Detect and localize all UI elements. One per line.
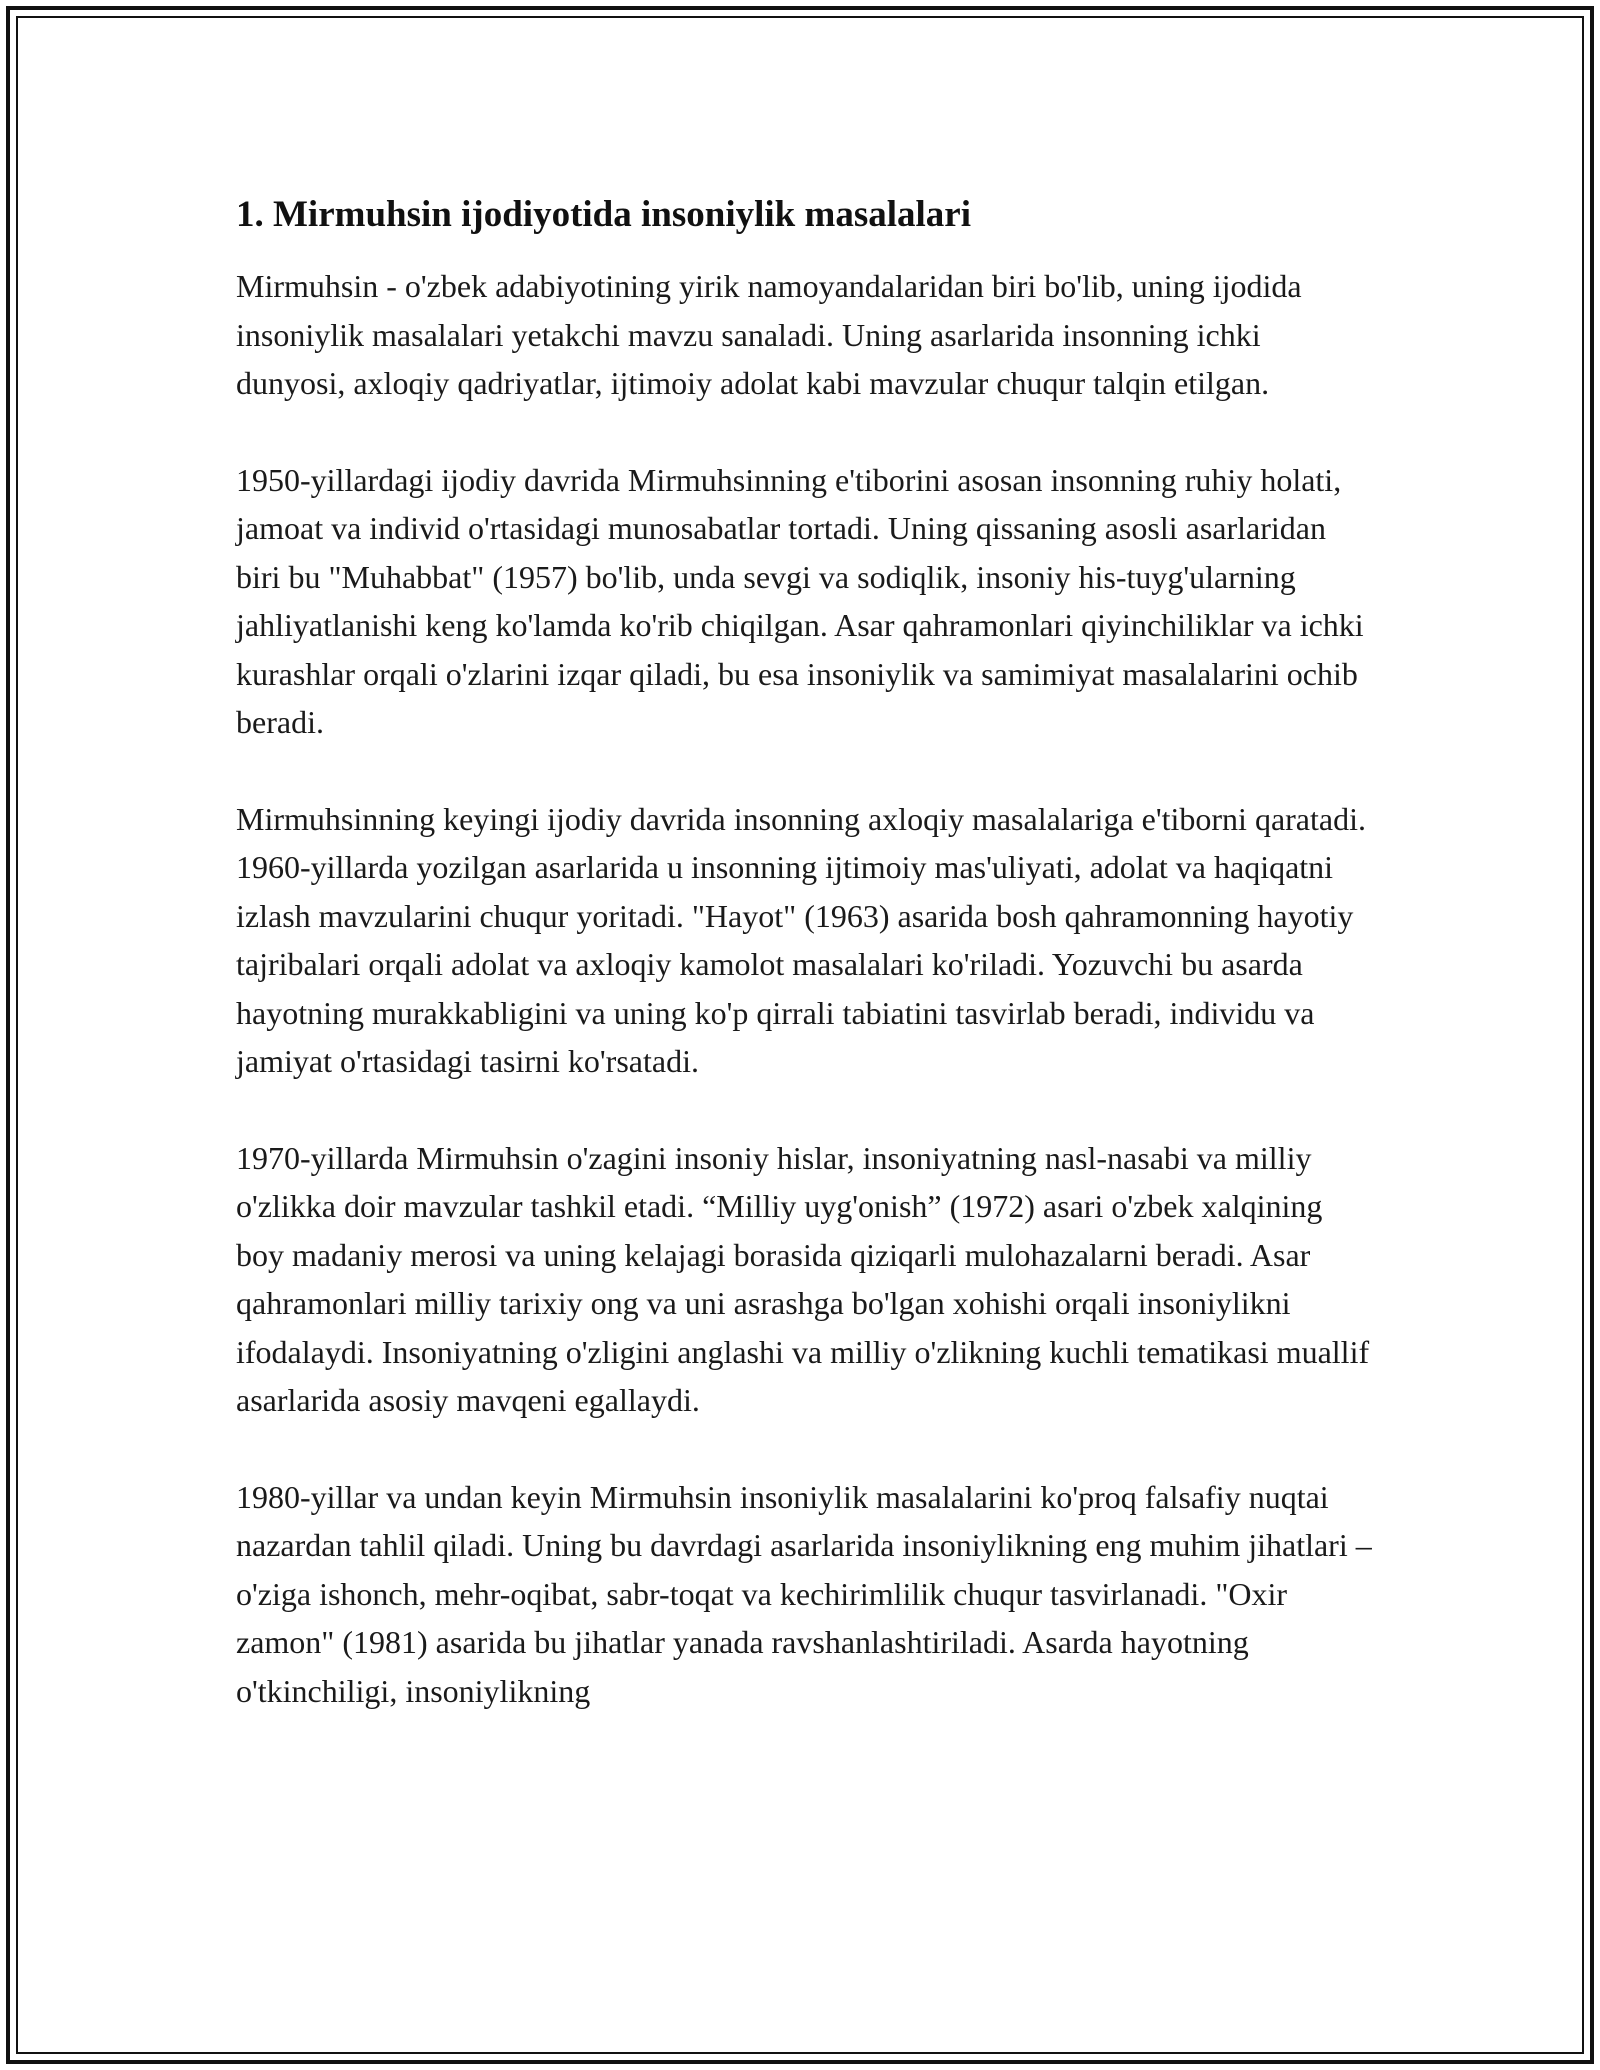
section-heading: 1. Mirmuhsin ijodiyotida insoniylik masalalari [236, 194, 971, 235]
paragraph-intro: Mirmuhsin - o'zbek adabiyotining yirik namoyandalaridan biri bo'lib, uning ijodida insoniylik masalalari yetakchi mavzu sanaladi. Uning asarlarida insonning ichki dunyosi, axloqiy qadriyatlar, ijtimoiy adolat kabi mavzular chuqur talqin etilgan. [236, 268, 1302, 401]
paragraph-1980s: 1980-yillar va undan keyin Mirmuhsin insoniylik masalalarini ko'proq falsafiy nuqtai nazardan tahlil qiladi. Uning bu davrdagi asarlarida insoniylikning eng muhim jihatlari – o'ziga ishonch, mehr-oqibat, sabr-toqat va kechirimlilik chuqur tasvirlanadi. "Oxir zamon" (1981) asarida bu jihatlar yanada ravshanlashtiriladi. Asarda hayotning o'tkinchiligi, insoniylikning [236, 1478, 1372, 1709]
paragraph-1970s: 1970-yillarda Mirmuhsin o'zagini insoniy hislar, insoniyatning nasl-nasabi va milliy o'zlikka doir mavzular tashkil etadi. “Milliy uyg'onish” (1972) asari o'zbek xalqining boy madaniy merosi va uning kelajagi borasida qiziqarli mulohazalarni beradi. Asar qahramonlari milliy tarixiy ong va uni asrashga bo'lgan xohishi orqali insoniylikni ifodalaydi. Insoniyatning o'zligini anglashi va milliy o'zlikning kuchli tematikasi muallif asarlarida asosiy mavqeni egallaydi. [236, 1139, 1370, 1418]
paragraph-1960s: Mirmuhsinning keyingi ijodiy davrida insonning axloqiy masalalariga e'tiborni qaratadi. 1960-yillarda yozilgan asarlarida u insonning ijtimoiy mas'uliyati, adolat va haqiqatni izlash mavzularini chuqur yoritadi. "Hayot" (1963) asarida bosh qahramonning hayotiy tajribalari orqali adolat va axloqiy kamolot masalalari ko'riladi. Yozuvchi bu asarda hayotning murakkabligini va uning ko'p qirrali tabiatini tasvirlab beradi, individu va jamiyat o'rtasidagi tasirni ko'rsatadi. [236, 800, 1366, 1079]
document-body [236, 190, 1376, 1763]
paragraph-1950s: 1950-yillardagi ijodiy davrida Mirmuhsinning e'tiborini asosan insonning ruhiy holati, jamoat va individ o'rtasidagi munosabatlar tortadi. Uning qissaning asosli asarlaridan biri bu "Muhabbat" (1957) bo'lib, unda sevgi va sodiqlik, insoniy his-tuyg'ularning jahliyatlanishi keng ko'lamda ko'rib chiqilgan. Asar qahramonlari qiyinchiliklar va ichki kurashlar orqali o'zlarini izqar qiladi, bu esa insoniylik va samimiyat masalalarini ochib beradi. [236, 461, 1364, 740]
